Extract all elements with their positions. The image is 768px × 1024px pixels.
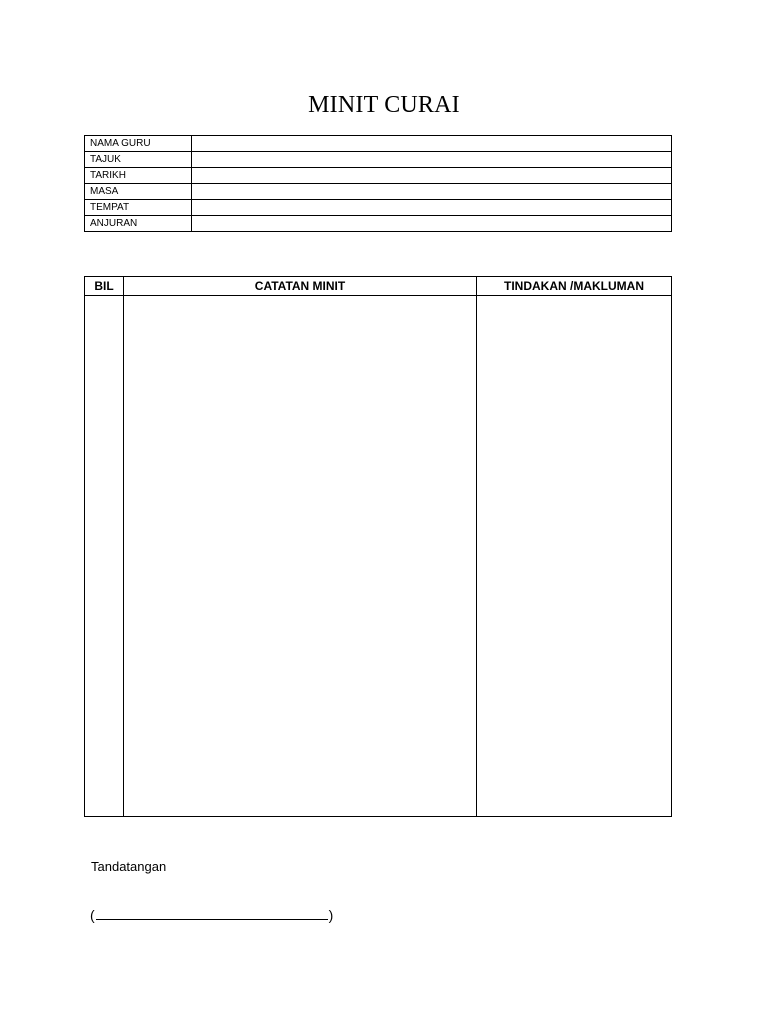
signature-label: Tandatangan [91,859,167,874]
bil-cell[interactable] [85,296,124,817]
info-value-field[interactable] [192,136,672,152]
document-title: MINIT CURAI [308,92,460,118]
info-row-masa [85,184,672,200]
info-label: NAMA GURU [85,136,192,152]
info-label: ANJURAN [85,216,192,232]
info-value-field[interactable] [192,200,672,216]
signature-open-paren: ( [90,907,95,923]
signature-line[interactable] [90,907,333,923]
info-row-nama-guru [85,136,672,152]
info-value-field[interactable] [192,152,672,168]
info-value-field[interactable] [192,216,672,232]
info-value-field[interactable] [192,168,672,184]
info-row-tarikh [85,168,672,184]
info-label: TAJUK [85,152,192,168]
signature-close-paren: ) [328,907,334,923]
signature-blank[interactable] [96,907,328,920]
minutes-header-row [85,277,672,296]
info-value-field[interactable] [192,184,672,200]
info-table [84,135,672,232]
column-header-catatan-minit: CATATAN MINIT [124,277,477,296]
column-header-tindakan: TINDAKAN /MAKLUMAN [477,277,672,296]
column-header-bil: BIL [85,277,124,296]
info-row-tempat [85,200,672,216]
info-label: TEMPAT [85,200,192,216]
minutes-body-row [85,296,672,817]
info-row-tajuk [85,152,672,168]
catatan-minit-cell[interactable] [124,296,477,817]
tindakan-cell[interactable] [477,296,672,817]
info-label: MASA [85,184,192,200]
info-label: TARIKH [85,168,192,184]
info-row-anjuran [85,216,672,232]
minutes-table [84,276,672,817]
